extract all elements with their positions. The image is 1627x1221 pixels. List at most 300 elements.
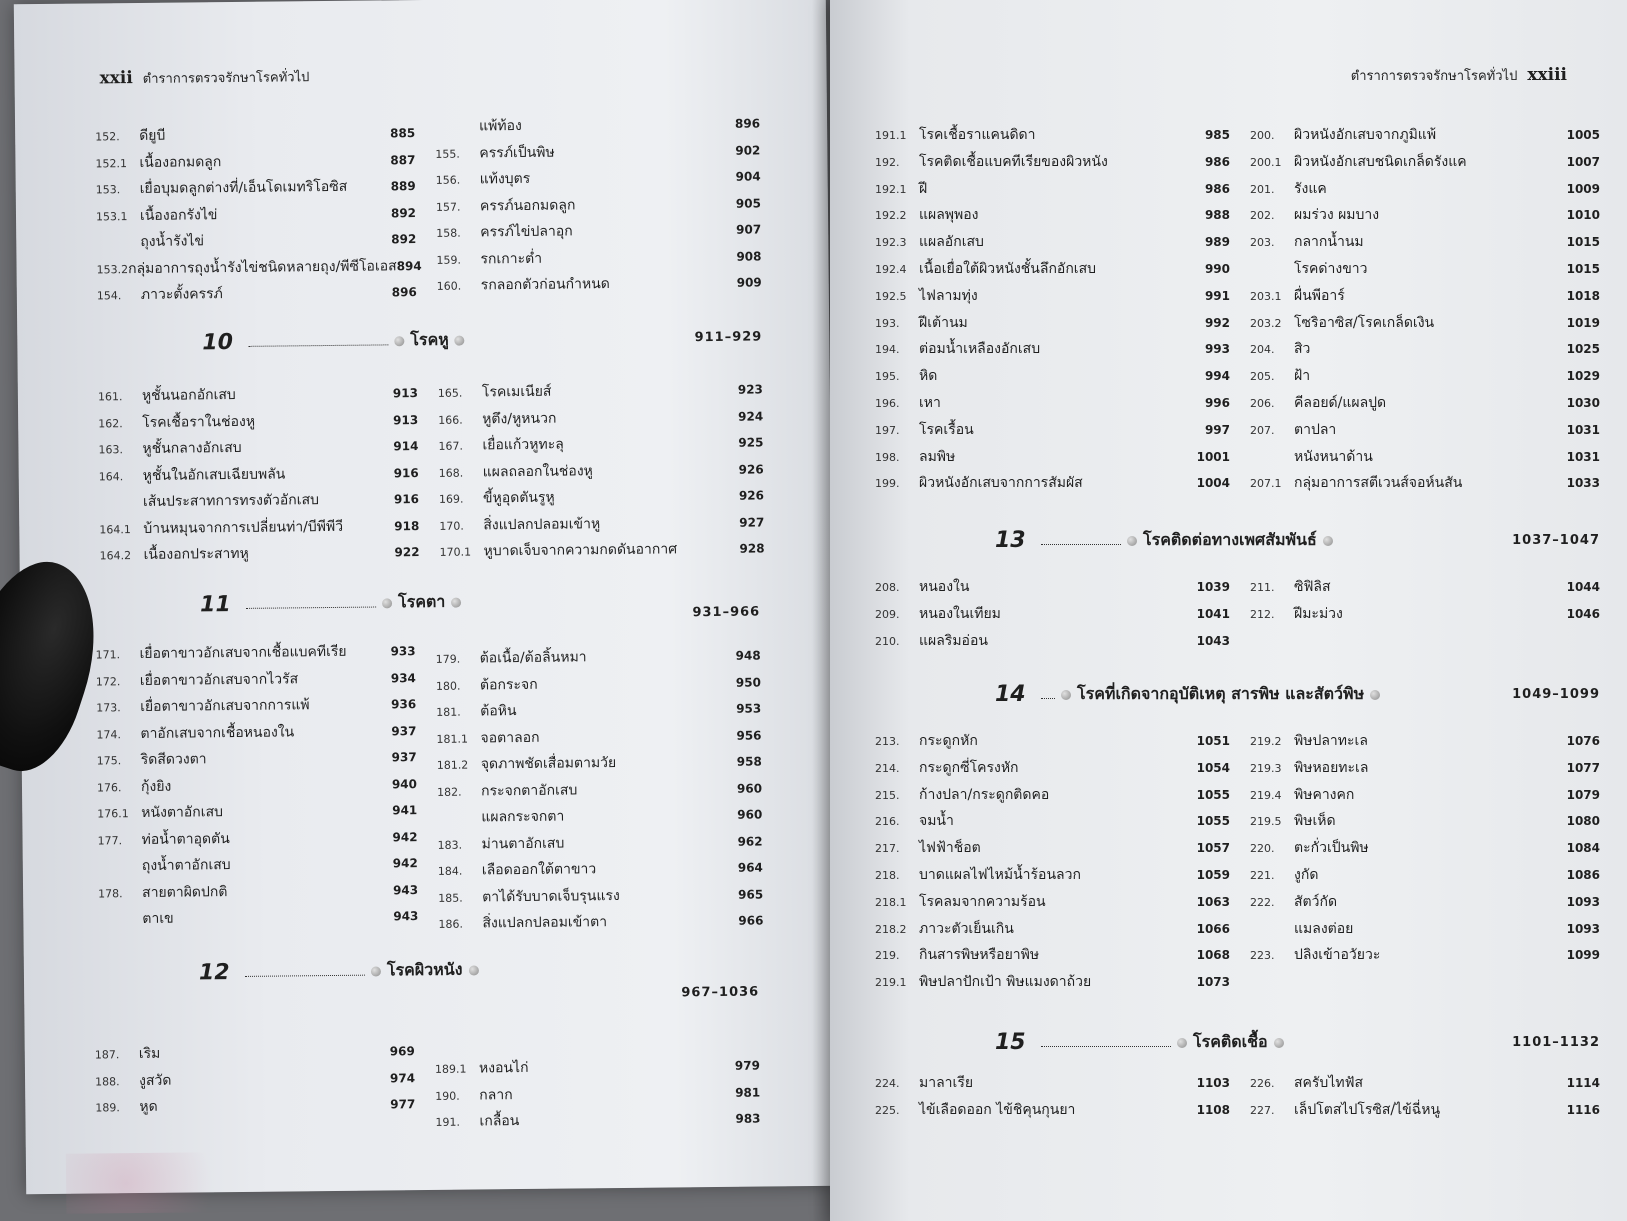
- toc-entry: [1250, 392, 1600, 414]
- entry-title: ต้อเนื้อ/ต้อลิ้นหมา: [479, 649, 587, 667]
- entry-number: 203.: [1250, 236, 1275, 250]
- toc-entry: [1250, 124, 1600, 146]
- entry-page: 988: [1204, 208, 1230, 223]
- entry-number: 185.: [438, 891, 463, 905]
- entry-number: 175.: [96, 754, 122, 768]
- entry-title: ตาปลา: [1294, 421, 1337, 438]
- entry-title: งูสวัด: [138, 1072, 172, 1089]
- entry-title: รกเกาะต่ำ: [480, 250, 543, 267]
- entry-page: 896: [391, 285, 417, 300]
- entry-title: บ้านหมุนจากการเปลี่ยนท่า/บีพีพีวี: [143, 518, 344, 537]
- entry-page: 990: [1204, 262, 1230, 276]
- entry-title: ตาเข: [142, 910, 174, 927]
- toc-entry: [875, 891, 1230, 913]
- chapter-title: โรคหู: [410, 329, 449, 350]
- entry-page: 887: [390, 152, 416, 167]
- entry-title: โรคติดเชื้อแบคทีเรียของผิวหนัง: [919, 153, 1108, 170]
- entry-title: เนื้อเยื่อใต้ผิวหนังชั้นลึกอักเสบ: [919, 261, 1097, 277]
- entry-page: 991: [1204, 288, 1230, 303]
- entry-page: 1086: [1566, 868, 1600, 882]
- entry-page: 948: [735, 648, 761, 663]
- entry-number: 210.: [875, 634, 900, 648]
- entry-number: 225.: [875, 1103, 900, 1117]
- running-title: ตำราการตรวจรักษาโรคทั่วไป: [1350, 69, 1518, 84]
- left-page: [14, 0, 838, 1194]
- entry-page: 960: [736, 780, 763, 796]
- toc-entry: [1250, 603, 1600, 625]
- entry-number: 181.: [436, 705, 461, 719]
- entry-page: 1084: [1566, 841, 1600, 856]
- toc-entry: [438, 405, 763, 430]
- entry-page: 1031: [1566, 449, 1600, 464]
- entry-page: 907: [736, 222, 762, 237]
- entry-title: หูตึง/หูหนวก: [482, 410, 557, 427]
- entry-number: 159.: [436, 253, 462, 267]
- toc-entry: [1250, 365, 1600, 387]
- entry-number: 155.: [435, 147, 460, 161]
- entry-number: 183.: [437, 838, 463, 852]
- entry-page: 966: [738, 913, 764, 928]
- entry-title: งูกัด: [1294, 867, 1319, 883]
- toc-entry: [875, 312, 1230, 334]
- entry-page: 937: [391, 750, 417, 765]
- toc-entry: [435, 112, 760, 137]
- entry-page: 937: [391, 723, 417, 738]
- entry-number: 213.: [875, 735, 900, 748]
- entry-title: ผิวหนังอักเสบชนิดเกล็ดรังแค: [1294, 153, 1467, 170]
- toc-entry: [96, 175, 416, 200]
- toc-entry: [95, 149, 415, 174]
- entry-number: 176.1: [97, 807, 129, 821]
- entry-title: ฝี: [919, 180, 928, 197]
- entry-number: 164.2: [99, 549, 132, 563]
- entry-page: 916: [393, 492, 420, 507]
- toc-entry: [875, 419, 1230, 441]
- entry-title: ต้อกระจก: [479, 676, 538, 693]
- entry-page: 986: [1204, 154, 1230, 169]
- entry-page: 1077: [1566, 760, 1600, 775]
- entry-number: 203.1: [1250, 289, 1282, 303]
- entry-page: 922: [394, 545, 420, 560]
- toc-entry: [436, 724, 761, 749]
- toc-entry: [1250, 784, 1600, 806]
- toc-entry: [437, 803, 762, 828]
- entry-number: 168.: [438, 466, 464, 480]
- entry-title: กระดูกซี่โครงหัก: [919, 759, 1019, 776]
- entry-title: หิด: [919, 368, 938, 385]
- entry-title: ครรภ์เป็นพิษ: [479, 144, 555, 161]
- entry-number: 166.: [438, 413, 463, 427]
- entry-title: ภาวะตัวเย็นเกิน: [919, 920, 1014, 937]
- toc-entry: [875, 258, 1230, 280]
- entry-title: คีลอยด์/แผลปูด: [1294, 395, 1387, 411]
- entry-title: พิษเห็ด: [1294, 813, 1336, 830]
- entry-title: ริดสีดวงตา: [140, 751, 207, 768]
- entry-number: 180.: [435, 679, 461, 693]
- entry-page: 1079: [1566, 787, 1600, 802]
- entry-page: 908: [736, 248, 762, 264]
- entry-page: 1063: [1196, 894, 1230, 909]
- chapter-title: โรคติดต่อทางเพศสัมพันธ์: [1143, 530, 1317, 549]
- entry-number: 218.: [875, 869, 900, 882]
- toc-entry: [875, 1072, 1230, 1094]
- entry-page: 1108: [1196, 1102, 1230, 1117]
- entry-number: 222.: [1250, 895, 1275, 909]
- entry-title: ตาอักเสบจากเชื้อหนองใน: [140, 723, 295, 742]
- entry-number: 152.1: [95, 156, 128, 170]
- entry-page: 1076: [1566, 734, 1600, 748]
- entry-title: ผิวหนังอักเสบจากภูมิแพ้: [1294, 127, 1437, 143]
- toc-entry: [875, 365, 1230, 387]
- entry-page: 889: [390, 179, 416, 194]
- toc-entry: [439, 458, 764, 483]
- entry-page: 1033: [1566, 476, 1600, 491]
- entry-page: 896: [734, 116, 761, 131]
- toc-entry: [1250, 944, 1600, 966]
- entry-number: 167.: [438, 439, 464, 453]
- entry-number: 170.1: [439, 545, 472, 559]
- entry-number: 174.: [96, 727, 122, 741]
- entry-number: 207.: [1250, 423, 1275, 437]
- entry-page: 941: [392, 803, 418, 818]
- toc-entry: [438, 431, 763, 456]
- entry-page: 993: [1204, 342, 1230, 357]
- chapter-number: 11: [199, 592, 231, 618]
- entry-page: 996: [1204, 396, 1230, 410]
- entry-title: แผลกระจกตา: [481, 808, 565, 826]
- entry-title: ท่อน้ำตาอุดตัน: [141, 830, 230, 848]
- right-page-header: [1351, 65, 1567, 86]
- entry-title: เส้นประสาทการทรงตัวอักเสบ: [142, 492, 320, 510]
- entry-number: 173.: [96, 701, 121, 715]
- entry-title: รกลอกตัวก่อนกำหนด: [480, 276, 610, 294]
- entry-title: เหา: [919, 395, 941, 411]
- entry-number: 209.: [875, 607, 900, 621]
- toc-entry: [1250, 204, 1600, 226]
- toc-entry: [1250, 472, 1600, 494]
- toc-entry: [435, 1055, 760, 1080]
- entry-page: 1116: [1566, 1102, 1600, 1117]
- entry-number: 220.: [1250, 842, 1275, 856]
- entry-page: 1080: [1566, 814, 1600, 829]
- entry-number: 186.: [438, 917, 464, 931]
- toc-entry: [99, 488, 419, 513]
- toc-entry: [1250, 810, 1600, 832]
- bullet-icon: [451, 597, 461, 607]
- toc-entry: [438, 909, 763, 934]
- entry-page: 986: [1204, 181, 1230, 196]
- entry-title: พิษปลาปักเป้า พิษแมงดาถ้วย: [919, 974, 1092, 991]
- entry-title: ไข้เลือดออก ไข้ชิคุนกุนยา: [919, 1101, 1076, 1118]
- chapter-page-range: 911–929: [694, 329, 763, 346]
- entry-number: 204.: [1250, 343, 1275, 357]
- entry-number: 224.: [875, 1077, 900, 1090]
- entry-number: 189.1: [434, 1062, 467, 1076]
- entry-number: 153.: [95, 183, 121, 197]
- entry-number: 215.: [875, 788, 900, 802]
- entry-page: 1093: [1566, 921, 1600, 936]
- toc-entry: [875, 944, 1230, 966]
- entry-number: 161.: [97, 390, 123, 404]
- entry-title: กระดูกหัก: [919, 733, 978, 749]
- toc-entry: [875, 204, 1230, 226]
- bullet-icon: [1274, 1038, 1284, 1048]
- entry-page: 979: [734, 1058, 761, 1073]
- entry-number: 192.4: [875, 263, 907, 276]
- chapter-title: โรคติดเชื้อ: [1193, 1032, 1268, 1051]
- entry-page: 1051: [1196, 734, 1230, 748]
- chapter-page-range: 1049–1099: [1512, 687, 1600, 702]
- entry-title: สัตว์กัด: [1294, 893, 1338, 910]
- entry-page: 934: [390, 670, 416, 685]
- entry-title: รังแค: [1294, 180, 1327, 197]
- entry-title: โรคลมจากความร้อน: [919, 893, 1046, 910]
- entry-number: 212.: [1250, 607, 1275, 621]
- entry-page: 1057: [1196, 841, 1230, 856]
- toc-entry: [97, 773, 417, 798]
- entry-title: กลุ่มอาการถุงน้ำรังไข่ชนิดหลายถุง/พีซีโอเอส: [127, 257, 397, 277]
- entry-page: 1073: [1196, 975, 1230, 990]
- entry-page: 977: [390, 1097, 416, 1112]
- toc-entry: [95, 640, 415, 665]
- entry-number: 217.: [875, 842, 900, 856]
- entry-title: ฝ้า: [1294, 368, 1311, 385]
- entry-title: แพ้ท้อง: [479, 117, 522, 135]
- entry-number: 199.: [875, 477, 900, 491]
- entry-title: เกลื้อน: [479, 1113, 520, 1130]
- entry-number: 191.: [435, 1115, 461, 1129]
- leader-dots: [248, 344, 388, 346]
- entry-number: 184.: [437, 864, 463, 878]
- toc-entry: [1250, 446, 1600, 468]
- entry-title: ขี้หูอุดตันรูหู: [482, 489, 555, 507]
- toc-entry: [435, 139, 760, 164]
- toc-entry: [875, 124, 1230, 146]
- toc-entry: [436, 192, 761, 217]
- entry-number: 153.2: [96, 262, 129, 276]
- entry-number: 197.: [875, 423, 900, 437]
- chapter-14-heading: [995, 682, 1600, 707]
- entry-page: 1066: [1196, 921, 1230, 936]
- chapter-number: 15: [995, 1030, 1026, 1055]
- entry-title: สิ่งแปลกปลอมเข้าตา: [482, 914, 608, 932]
- toc-entry: [875, 730, 1230, 752]
- entry-title: ก้างปลา/กระดูกติดคอ: [919, 786, 1050, 803]
- entry-page: 1114: [1566, 1076, 1600, 1090]
- toc-entry: [875, 392, 1230, 414]
- entry-page: 902: [735, 142, 761, 158]
- toc-entry: [1250, 918, 1600, 940]
- entry-title: โรคเชื้อราแคนดิดา: [919, 127, 1036, 143]
- entry-title: เยื่อแก้วหูทะลุ: [482, 436, 564, 454]
- toc-entry: [1250, 312, 1600, 334]
- toc-entry: [98, 852, 418, 877]
- entry-title: จมน้ำ: [919, 813, 954, 830]
- entry-title: ลมพิษ: [919, 448, 956, 465]
- toc-entry: [439, 537, 764, 562]
- entry-number: 219.3: [1250, 761, 1282, 775]
- entry-number: 182.: [436, 785, 462, 799]
- entry-page: 1093: [1566, 894, 1600, 909]
- entry-title: ภาวะตั้งครรภ์: [140, 286, 223, 303]
- bullet-icon: [468, 965, 478, 975]
- entry-title: กลากน้ำนม: [1294, 234, 1364, 251]
- toc-entry: [436, 218, 761, 243]
- chapter-13-heading: [995, 528, 1600, 553]
- entry-title: กลาก: [479, 1086, 513, 1103]
- entry-number: 158.: [436, 226, 461, 240]
- entry-title: ต่อมน้ำเหลืองอักเสบ: [919, 341, 1041, 358]
- toc-entry: [98, 905, 418, 930]
- leader-dots: [245, 975, 365, 977]
- entry-page: 964: [737, 860, 763, 875]
- entry-page: 892: [390, 205, 417, 220]
- toc-entry: [875, 472, 1230, 494]
- entry-number: 223.: [1250, 949, 1275, 963]
- toc-entry: [98, 382, 418, 407]
- entry-title: โรคเรื้อน: [919, 421, 974, 438]
- leader-dots: [1041, 1046, 1171, 1047]
- toc-entry: [875, 971, 1230, 993]
- entry-page: 983: [735, 1111, 761, 1126]
- entry-page: 1103: [1196, 1076, 1230, 1090]
- chapter-title: โรคตา: [397, 591, 446, 612]
- entry-title: แผลถลอกในช่องหู: [482, 462, 593, 480]
- toc-entry: [436, 245, 761, 270]
- entry-title: แผลพุพอง: [919, 207, 979, 224]
- toc-entry: [96, 228, 416, 253]
- toc-entry: [96, 202, 416, 227]
- toc-entry: [99, 515, 419, 540]
- entry-title: ผมร่วง ผมบาง: [1294, 207, 1380, 224]
- entry-number: 195.: [875, 370, 900, 384]
- right-page: [830, 0, 1627, 1221]
- entry-page: 943: [393, 909, 419, 924]
- entry-number: 192.5: [875, 289, 907, 303]
- entry-number: 218.1: [875, 895, 907, 909]
- entry-page: 1059: [1196, 868, 1230, 882]
- toc-entry: [98, 879, 418, 904]
- entry-title: เยื่อบุมดลูกต่างที่/เอ็นโดเมทริโอซิส: [139, 178, 348, 197]
- entry-page: 927: [739, 514, 765, 530]
- entry-number: 201.: [1250, 182, 1275, 196]
- entry-page: 1055: [1196, 787, 1230, 802]
- entry-page: 1009: [1566, 181, 1600, 196]
- entry-page: 1068: [1196, 948, 1230, 963]
- entry-title: กระจกตาอักเสบ: [480, 781, 578, 799]
- entry-number: 181.1: [436, 732, 469, 746]
- entry-title: กลุ่มอาการสตีเวนส์จอห์นสัน: [1294, 475, 1463, 492]
- entry-number: 190.: [435, 1089, 460, 1103]
- entry-page: 953: [736, 701, 762, 716]
- entry-title: โรคด่างขาว: [1294, 261, 1368, 277]
- entry-page: 969: [389, 1044, 415, 1059]
- entry-number: 226.: [1250, 1077, 1275, 1090]
- toc-entry: [437, 830, 762, 855]
- entry-number: 200.1: [1250, 155, 1282, 169]
- entry-title: ปลิงเข้าอวัยวะ: [1294, 947, 1381, 964]
- entry-page: 1015: [1566, 262, 1600, 276]
- toc-entry: [437, 777, 762, 802]
- entry-page: 1018: [1566, 288, 1600, 303]
- entry-page: 914: [393, 439, 419, 454]
- entry-title: ถุงน้ำรังไข่: [140, 233, 205, 250]
- entry-number: 157.: [435, 200, 461, 214]
- entry-page: 918: [394, 518, 420, 533]
- entry-page: 985: [1204, 128, 1230, 142]
- toc-entry: [95, 1040, 415, 1065]
- entry-page: 926: [738, 488, 765, 503]
- entry-number: 202.: [1250, 209, 1275, 223]
- entry-number: 192.2: [875, 209, 907, 223]
- entry-page: 913: [392, 386, 418, 401]
- entry-number: 193.: [875, 316, 900, 330]
- entry-page: 974: [389, 1070, 416, 1085]
- entry-title: ผื่นพีอาร์: [1294, 287, 1345, 304]
- entry-title: ฝีมะม่วง: [1294, 605, 1343, 622]
- entry-title: เนื้องอกมดลูก: [139, 153, 222, 171]
- entry-title: หูชั้นนอกอักเสบ: [141, 386, 236, 404]
- entry-title: พิษปลาทะเล: [1294, 733, 1368, 749]
- entry-page: 1030: [1566, 396, 1600, 410]
- toc-entry: [875, 603, 1230, 625]
- entry-number: 188.: [95, 1074, 120, 1088]
- entry-title: แผลริมอ่อน: [919, 632, 988, 649]
- entry-number: 219.5: [1250, 815, 1282, 829]
- entry-page: 892: [391, 232, 417, 247]
- entry-page: 958: [736, 754, 762, 769]
- entry-page: 997: [1204, 422, 1230, 437]
- chapter-page-range: 1037–1047: [1512, 533, 1600, 548]
- entry-title: ดียูบี: [139, 127, 166, 144]
- entry-title: ซิฟิลิส: [1294, 579, 1331, 595]
- toc-entry: [439, 511, 764, 536]
- entry-page: 925: [738, 435, 764, 450]
- entry-number: 165.: [437, 386, 463, 400]
- chapter-12-heading: [198, 955, 760, 1001]
- bullet-icon: [1370, 690, 1380, 700]
- entry-number: 196.: [875, 397, 900, 410]
- entry-title: ตาได้รับบาดเจ็บรุนแรง: [482, 887, 620, 905]
- entry-number: 211.: [1250, 581, 1275, 594]
- entry-title: ไฟฟ้าช็อต: [919, 840, 981, 857]
- entry-number: 192.1: [875, 182, 907, 196]
- toc-entry: [1250, 338, 1600, 360]
- entry-number: 187.: [94, 1048, 120, 1062]
- entry-number: 207.1: [1250, 477, 1282, 491]
- toc-entry: [875, 446, 1230, 468]
- toc-entry: [1250, 1099, 1600, 1121]
- entry-number: 189.: [95, 1101, 120, 1115]
- entry-number: 194.: [875, 343, 900, 357]
- entry-page: 942: [392, 856, 418, 871]
- bullet-icon: [1061, 690, 1071, 700]
- entry-title: เริม: [138, 1045, 161, 1063]
- toc-entry: [95, 122, 415, 147]
- entry-page: 960: [737, 807, 763, 822]
- entry-page: 1025: [1566, 342, 1600, 357]
- toc-entry: [439, 484, 764, 509]
- entry-page: 989: [1204, 235, 1230, 250]
- toc-entry: [1250, 419, 1600, 441]
- entry-page: 885: [390, 126, 416, 141]
- bullet-icon: [394, 336, 404, 346]
- entry-page: 1041: [1196, 606, 1230, 621]
- entry-page: 981: [735, 1085, 761, 1100]
- chapter-title: โรคผิวหนัง: [386, 959, 463, 980]
- entry-page: 992: [1204, 315, 1230, 330]
- entry-title: แมลงต่อย: [1294, 920, 1354, 937]
